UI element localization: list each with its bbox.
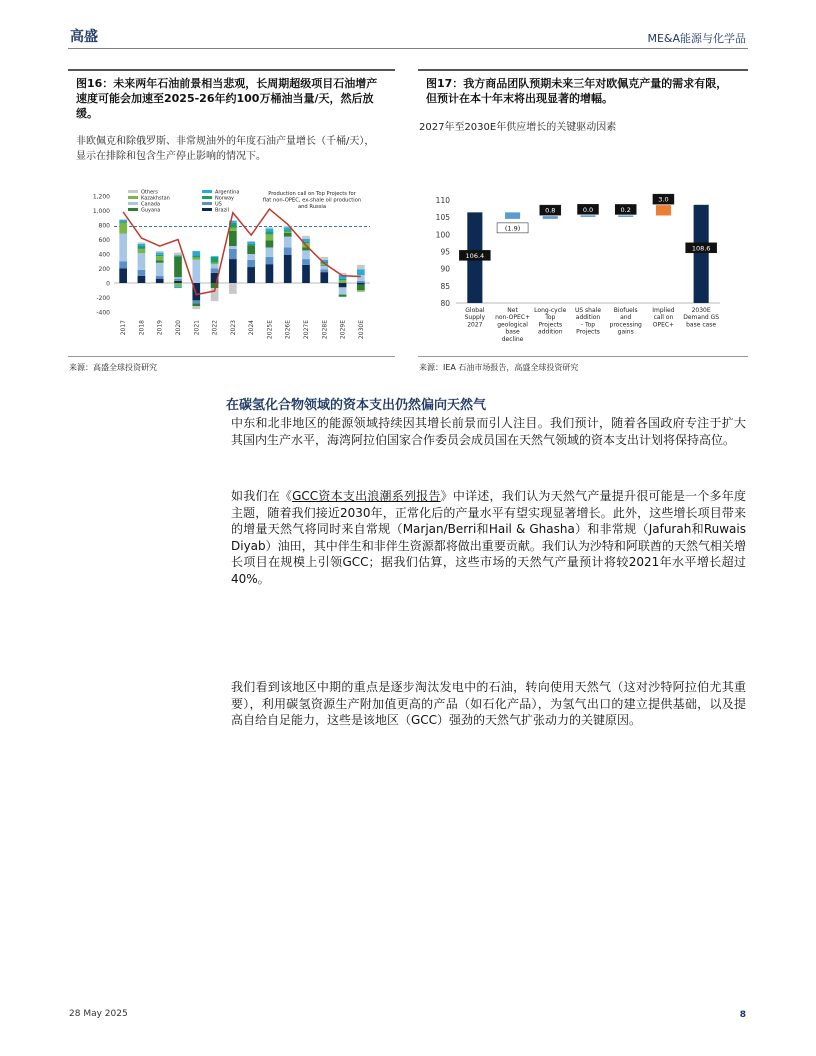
bar-segment-norway	[357, 274, 365, 275]
bar-segment-others	[192, 306, 200, 309]
value-label: 106.4	[465, 251, 485, 260]
bar-segment-guyana	[266, 240, 274, 247]
fig17-bottom-rule	[418, 356, 748, 357]
bar-segment-others	[156, 251, 164, 252]
bar-segment-argentina	[247, 242, 255, 244]
section-header: ME&A能源与化学品	[647, 32, 746, 45]
bar-segment-kazakhstan	[357, 290, 365, 291]
bar-segment-brazil	[320, 272, 328, 283]
bar-segment-brazil	[339, 283, 347, 287]
bar-segment-kazakhstan	[266, 234, 274, 240]
bar-segment-canada	[156, 263, 164, 276]
bar-segment-norway	[138, 246, 146, 249]
bar-segment-brazil	[156, 279, 164, 283]
bar-segment-canada	[119, 234, 127, 262]
legend-swatch-kazakhstan	[128, 196, 138, 199]
bar-segment-guyana	[192, 303, 200, 306]
x-tick-label: Top	[545, 314, 556, 322]
legend-swatch-us	[202, 202, 212, 205]
x-tick-label: processing	[609, 321, 642, 329]
paragraph-2	[231, 488, 746, 587]
y-tick-label: 100	[435, 230, 450, 240]
report-link[interactable]: GCC资本支出浪潮系列报告	[292, 489, 441, 503]
bar-segment-us	[138, 270, 146, 276]
y-tick-label: 200	[98, 266, 110, 273]
legend-label: US	[215, 201, 222, 208]
x-tick-label: Global	[465, 307, 485, 314]
bar-segment-others	[174, 253, 182, 256]
x-tick-label: 2027	[467, 321, 483, 329]
value-label: 3.0	[658, 195, 669, 204]
bar-segment-argentina	[138, 244, 146, 246]
x-tick-label: Supply	[464, 314, 486, 322]
bar-segment-us	[174, 279, 182, 281]
value-label: 108.6	[691, 244, 711, 253]
x-tick-label: 2023	[229, 320, 237, 336]
bar-segment-brazil	[138, 276, 146, 283]
bar-segment-us	[229, 249, 237, 259]
x-tick-label: 2022	[211, 320, 219, 336]
paragraph-2-lead: 如我们在《	[231, 489, 293, 503]
fig17-chart	[424, 192, 724, 348]
x-tick-label: 2024	[248, 320, 256, 336]
value-label: (1.9)	[504, 224, 521, 233]
x-tick-label: 2030E	[357, 320, 365, 340]
bar-segment-kazakhstan	[339, 280, 347, 283]
x-tick-label: Projects	[576, 328, 600, 336]
x-tick-label: 2029E	[339, 320, 347, 340]
fig17-source: 来源：IEA 石油市场报告，高盛全球投资研究	[419, 363, 579, 372]
fig16-source: 来源：高盛全球投资研究	[69, 363, 157, 372]
bar-segment-canada	[229, 246, 237, 249]
y-tick-label: 90	[440, 264, 450, 274]
x-tick-label: addition	[575, 314, 601, 322]
bar-segment-canada	[211, 264, 219, 268]
chart-annotation: and Russia	[297, 204, 327, 210]
x-tick-label: 2026E	[284, 320, 292, 340]
bar-segment-canada	[247, 254, 255, 260]
bar-segment-kazakhstan	[174, 283, 182, 287]
x-tick-label: base	[505, 328, 520, 336]
fig16-top-rule	[68, 69, 395, 71]
legend-swatch-canada	[128, 202, 138, 205]
x-tick-label: Projects	[538, 321, 563, 329]
bar-segment-others	[247, 241, 255, 242]
bar-segment-canada	[192, 260, 200, 283]
bar-segment-norway	[266, 232, 274, 235]
x-tick-label: non-OPEC+	[495, 314, 531, 322]
change-bar	[580, 215, 595, 217]
legend-label: Argentina	[215, 189, 240, 196]
x-tick-label: Long-cycle	[534, 307, 567, 314]
bar-segment-argentina	[192, 251, 200, 255]
y-tick-label: 400	[98, 251, 110, 259]
y-tick-label: 80	[440, 299, 450, 308]
bar-segment-brazil	[284, 255, 292, 283]
bar-segment-kazakhstan	[192, 258, 200, 260]
bar-segment-canada	[302, 250, 310, 259]
x-tick-label: base case	[686, 321, 717, 329]
bar-segment-others	[138, 242, 146, 243]
bar-segment-guyana	[247, 245, 255, 254]
legend-swatch-argentina	[202, 190, 212, 193]
paragraph-2-body: 》中详述，我们认为天然气产量提升很可能是一个多年度主题，随着我们接近2030年，正常化后的产量水平有望实现显著增长。此外，这些增长项目带来的增量天然气将同时来自常规（Marjan/Berri和Hail & Ghasha）和非常规（Jafurah和Ruwais Diyab）油田，其中伴生和非伴生资源都将做出重要贡献。我们认为沙特和阿联酋的天然气相关增长项目在规模上引领GCC；据我们估算，这些市场的天然气产量预计将较2021年水平增长超过40%。	[231, 489, 746, 586]
bar-segment-canada	[320, 266, 328, 270]
bar-segment-canada	[266, 247, 274, 256]
bar-segment-us	[211, 269, 219, 273]
bar-segment-norway	[156, 255, 164, 256]
bar-segment-us	[357, 281, 365, 283]
fig16-title: 图16：未来两年石油前景相当悲观，长周期超级项目石油增产速度可能会加速至2025-26年约100万桶油当量/天，然后放缓。	[76, 77, 378, 120]
bar-segment-norway	[339, 279, 347, 280]
bar-segment-others	[302, 236, 310, 239]
bar-segment-canada	[339, 287, 347, 294]
paragraph-3: 我们看到该地区中期的重点是逐步淘汰发电中的石油，转向使用天然气（这对沙特阿拉伯尤其重要），利用碳氢资源生产附加值更高的产品（如石化产品），为氢气出口的建立提供基础，以及提高自给自足能力，这些是该地区（GCC）强劲的天然气扩张动力的关键原因。	[231, 680, 746, 727]
bar-segment-others	[266, 227, 274, 228]
y-tick-label: 800	[98, 222, 110, 230]
bar-segment-argentina	[266, 229, 274, 232]
x-tick-label: 2019	[156, 320, 164, 336]
bar-segment-guyana	[357, 284, 365, 290]
x-tick-label: Demand GS	[683, 314, 720, 322]
x-tick-label: Implied	[652, 307, 675, 314]
bar-segment-kazakhstan	[138, 249, 146, 253]
bar-segment-us	[119, 261, 127, 268]
change-bar	[505, 212, 520, 219]
chart-annotation: flat non-OPEC, ex-shale oil production	[262, 197, 362, 204]
y-tick-label: 105	[435, 213, 450, 223]
bar-segment-argentina	[357, 269, 365, 274]
bar-segment-us	[192, 300, 200, 303]
chart-annotation: Production call on Top Projects for	[268, 191, 356, 197]
bar-segment-us	[302, 259, 310, 265]
footer-date: 28 May 2025	[69, 1009, 128, 1019]
x-tick-label: OPEC+	[652, 321, 675, 329]
bar-segment-argentina	[156, 253, 164, 255]
legend-label: Canada	[141, 201, 161, 208]
x-tick-label: 2021	[193, 320, 201, 336]
bar-segment-norway	[284, 230, 292, 231]
legend-label: Kazakhstan	[141, 195, 170, 202]
x-tick-label: 2017	[120, 320, 128, 336]
x-tick-label: addition	[538, 328, 563, 336]
y-tick-label: 85	[440, 281, 450, 291]
bar-segment-brazil	[302, 265, 310, 283]
value-label: 0.2	[620, 205, 631, 214]
bar-segment-us	[266, 257, 274, 264]
x-tick-label: gains	[617, 328, 634, 336]
x-tick-label: 2018	[138, 320, 146, 336]
bar-segment-kazakhstan	[284, 232, 292, 233]
fig16-subtitle: 非欧佩克和除俄罗斯、非常规油外的年度石油产量增长（千桶/天），显示在排除和包含生产停止影响的情况下。	[76, 136, 375, 162]
bar-segment-brazil	[247, 267, 255, 283]
legend-label: Norway	[215, 195, 234, 202]
bar-segment-others	[229, 283, 237, 294]
change-bar	[656, 205, 671, 215]
bar-segment-brazil	[119, 269, 127, 284]
bar-segment-others	[357, 265, 365, 269]
total-bar	[691, 205, 711, 303]
bar-segment-norway	[211, 257, 219, 263]
y-tick-label: -200	[96, 295, 110, 302]
brand-logo: 高盛	[70, 29, 98, 45]
bar-segment-norway	[119, 221, 127, 222]
bar-segment-us	[284, 247, 292, 254]
change-bar	[543, 216, 558, 219]
y-tick-label: -400	[96, 309, 110, 317]
legend-label: Guyana	[141, 207, 161, 214]
x-tick-label: US shale	[574, 307, 602, 314]
fig16-chart	[76, 186, 386, 350]
bar-segment-brazil	[174, 281, 182, 283]
bar-segment-brazil	[266, 264, 274, 283]
x-tick-label: call on	[653, 314, 674, 322]
legend-swatch-norway	[202, 196, 212, 199]
bar-segment-others	[119, 219, 127, 220]
value-label: 0.8	[545, 206, 556, 215]
x-tick-label: 2027E	[303, 320, 310, 340]
x-tick-label: 2030E	[691, 307, 711, 314]
bar-segment-us	[247, 260, 255, 267]
value-label: 0.0	[582, 205, 594, 214]
section-title: 在碳氢化合物领域的资本支出仍然偏向天然气	[226, 398, 487, 413]
header-rule	[68, 48, 748, 49]
bar-segment-argentina	[174, 287, 182, 288]
bar-segment-guyana	[284, 233, 292, 237]
bar-segment-guyana	[339, 295, 347, 297]
bar-segment-canada	[138, 253, 146, 270]
bar-segment-others	[320, 257, 328, 260]
y-tick-label: 110	[435, 196, 450, 205]
y-tick-label: 95	[440, 247, 450, 257]
bar-segment-norway	[192, 255, 200, 257]
x-tick-label: Net	[507, 307, 518, 314]
fig17-top-rule	[418, 69, 748, 71]
bar-segment-argentina	[211, 256, 219, 257]
fig16-bottom-rule	[68, 356, 395, 357]
y-tick-label: 0	[106, 280, 110, 288]
y-tick-label: 1,200	[92, 193, 110, 201]
bar-segment-brazil	[229, 259, 237, 283]
legend-swatch-brazil	[202, 208, 212, 211]
legend-swatch-guyana	[128, 208, 138, 211]
x-tick-label: Biofuels	[613, 307, 638, 314]
x-tick-label: decline	[501, 335, 524, 343]
bar-segment-guyana	[229, 231, 237, 246]
page-number: 8	[739, 1010, 746, 1020]
bar-segment-kazakhstan	[229, 228, 237, 231]
bar-segment-norway	[247, 244, 255, 245]
x-tick-label: and	[620, 314, 632, 322]
legend-label: Others	[141, 189, 158, 196]
y-tick-label: 600	[98, 237, 110, 244]
bar-segment-us	[320, 269, 328, 272]
bar-segment-kazakhstan	[119, 223, 127, 234]
bar-segment-guyana	[211, 283, 219, 288]
x-tick-label: - Top	[580, 321, 596, 329]
x-tick-label: 2020	[175, 320, 182, 336]
bar-segment-canada	[174, 277, 182, 278]
bar-segment-guyana	[174, 257, 182, 277]
fig17-subtitle: 2027年至2030E年供应增长的关键驱动因素	[419, 122, 617, 133]
bar-segment-norway	[174, 255, 182, 256]
paragraph-1: 中东和北非地区的能源领域持续因其增长前景而引人注目。我们预计，随着各国政府专注于扩大其国内生产水平，海湾阿拉伯国家合作委员会成员国在天然气领域的资本支出计划将保持高位。	[231, 416, 746, 447]
legend-swatch-others	[128, 190, 138, 193]
x-tick-label: 2028E	[321, 320, 329, 340]
y-tick-label: 1,000	[92, 208, 110, 215]
bar-segment-brazil	[357, 283, 365, 284]
x-tick-label: 2025E	[266, 320, 274, 340]
fig17-title: 图17：我方商品团队预期未来三年对欧佩克产量的需求有限，但预计在本十年末将出现显著的增幅。	[426, 77, 728, 105]
x-tick-label: geological	[497, 321, 528, 329]
legend-label: Brazil	[215, 207, 229, 214]
bar-segment-kazakhstan	[156, 256, 164, 260]
bar-segment-argentina	[119, 220, 127, 221]
bar-segment-kazakhstan	[211, 263, 219, 264]
change-bar	[618, 215, 633, 217]
bar-segment-canada	[284, 237, 292, 248]
bar-segment-guyana	[156, 261, 164, 263]
bar-segment-us	[156, 276, 164, 279]
